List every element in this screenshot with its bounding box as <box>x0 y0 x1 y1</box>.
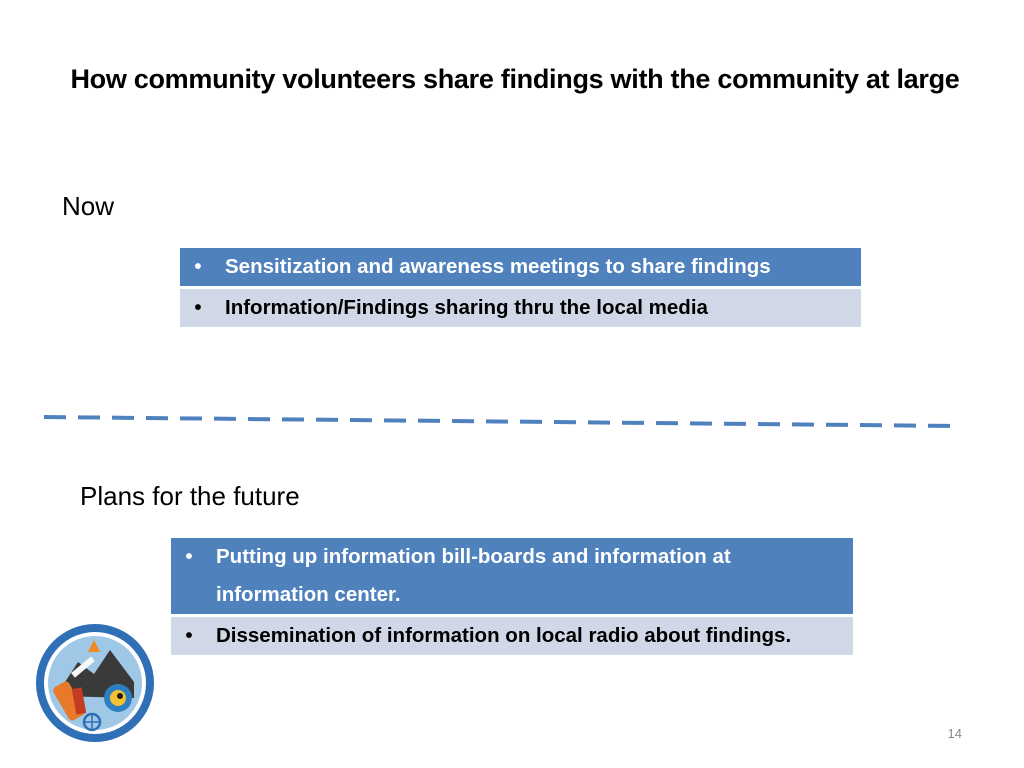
table-row <box>180 248 861 286</box>
page-number: 14 <box>947 726 962 741</box>
section-label-now: Now <box>62 191 115 221</box>
community-science-logo-icon <box>34 622 156 744</box>
table-row <box>171 617 853 655</box>
bullet-icon: • <box>194 255 202 278</box>
table-row-text: Information/Findings sharing thru the local media <box>225 296 708 319</box>
dashed-divider <box>42 410 960 430</box>
future-plans-table <box>171 538 853 655</box>
bullet-icon: • <box>185 624 193 647</box>
now-findings-table <box>180 248 861 327</box>
table-row <box>180 289 861 327</box>
table-row <box>171 538 853 614</box>
table-row-text: Putting up information bill-boards and information at information center. <box>216 545 731 606</box>
table-row-text: Dissemination of information on local radio about findings. <box>216 624 792 647</box>
bullet-icon: • <box>194 296 202 319</box>
table-row-text: Sensitization and awareness meetings to share findings <box>225 255 771 278</box>
section-label-future: Plans for the future <box>80 481 300 511</box>
slide-title: How community volunteers share findings with the community at large <box>70 64 960 94</box>
bullet-icon: • <box>185 545 193 568</box>
